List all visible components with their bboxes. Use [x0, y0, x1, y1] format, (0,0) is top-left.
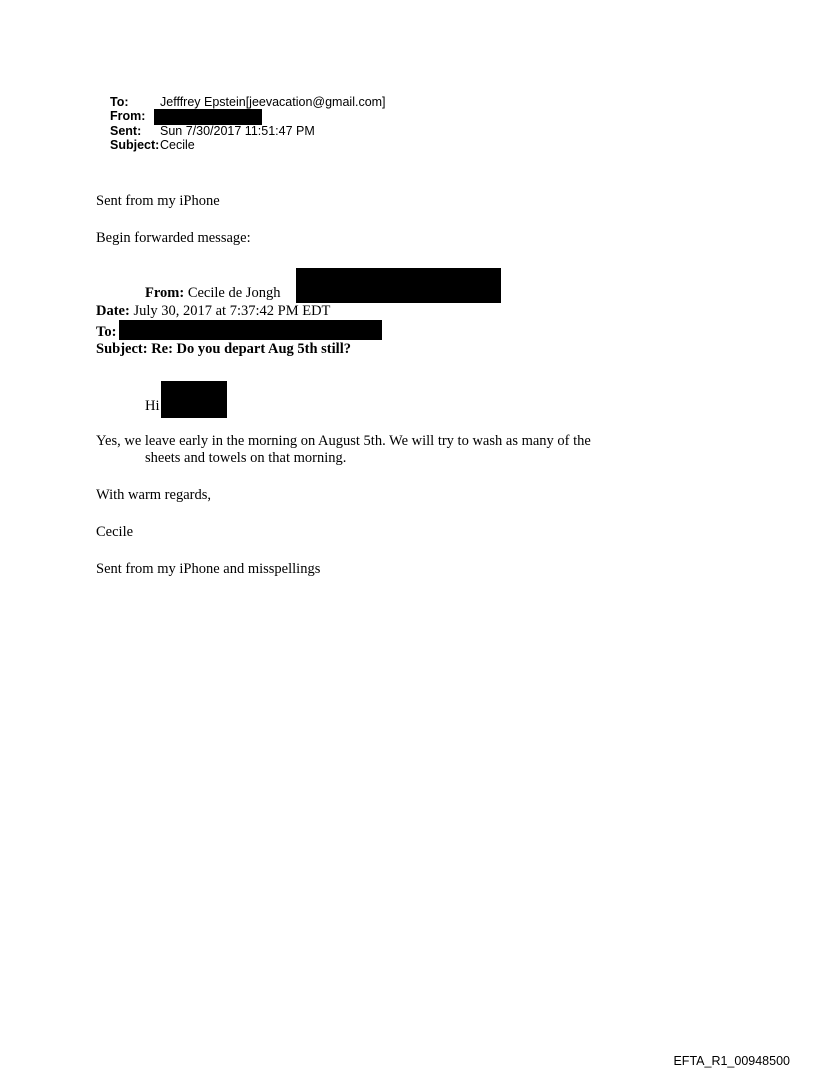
subject-value: Cecile	[160, 138, 195, 152]
fwd-subject-value: Re: Do you depart Aug 5th still?	[151, 341, 351, 357]
fwd-from-line	[145, 285, 280, 301]
closing-line: With warm regards,	[96, 487, 211, 503]
to-label: To:	[110, 95, 129, 109]
redaction-box	[119, 320, 382, 340]
sent-from-line-2: Sent from my iPhone and misspellings	[96, 561, 321, 577]
sent-value: Sun 7/30/2017 11:51:47 PM	[160, 124, 315, 138]
redaction-box	[154, 109, 262, 125]
fwd-from-value: Cecile de Jongh	[187, 285, 281, 301]
sent-from-line: Sent from my iPhone	[96, 193, 220, 209]
signature-line: Cecile	[96, 524, 134, 540]
redaction-box	[296, 268, 501, 303]
to-value: Jefffrey Epstein[jeevacation@gmail.com]	[160, 95, 386, 109]
fwd-from-label: From:	[145, 285, 185, 301]
fwd-subject-line	[96, 341, 351, 357]
document-id: EFTA_R1_00948500	[673, 1054, 790, 1068]
from-label: From:	[110, 109, 146, 123]
message-line-1: Yes, we leave early in the morning on August 5th. We will try to wash as many of the	[96, 433, 591, 449]
email-header	[110, 96, 470, 156]
message-line-2: sheets and towels on that morning.	[145, 450, 347, 466]
redaction-box	[161, 381, 227, 418]
fwd-date-value: July 30, 2017 at 7:37:42 PM EDT	[133, 303, 331, 319]
fwd-to-label: To:	[96, 324, 117, 340]
fwd-date-line	[96, 303, 330, 319]
fwd-subject-label: Subject:	[96, 341, 148, 357]
fwd-date-label: Date:	[96, 303, 130, 319]
subject-label: Subject:	[110, 138, 160, 152]
sent-label: Sent:	[110, 124, 142, 138]
greeting: Hi	[145, 398, 160, 414]
begin-forwarded-line: Begin forwarded message:	[96, 230, 251, 246]
